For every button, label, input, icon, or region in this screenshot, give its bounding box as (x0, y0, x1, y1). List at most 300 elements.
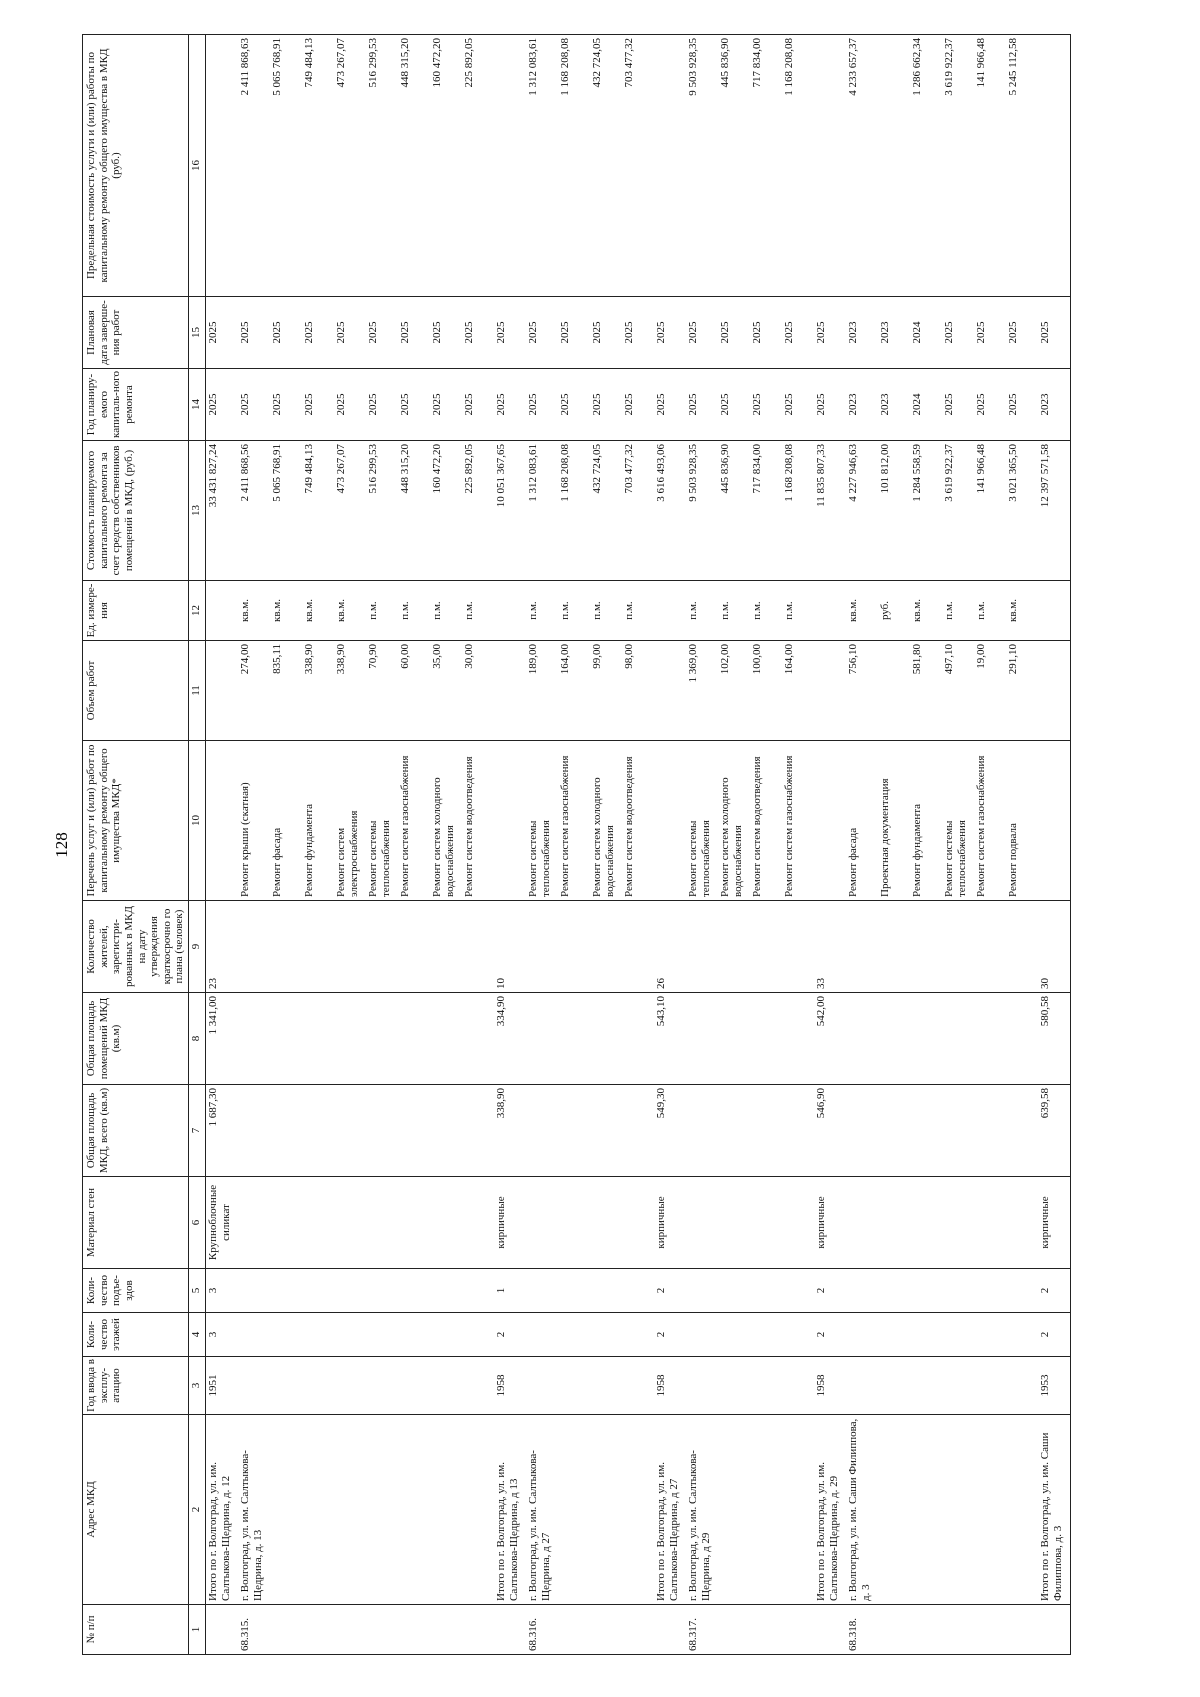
table-cell (846, 1085, 878, 1177)
table-cell: 164,00 (782, 641, 814, 741)
table-cell: г. Волгоград, ул. им. Салтыкова-Щедрина, д 27 (526, 1415, 558, 1605)
table-cell (334, 1269, 366, 1313)
table-cell: 432 724,05 (590, 35, 622, 297)
table-cell: 1 168 208,08 (558, 35, 590, 297)
table-cell (558, 1415, 590, 1605)
table-cell: кв.м. (1006, 581, 1038, 641)
table-cell (238, 1177, 270, 1269)
column-number-5: 5 (189, 1269, 206, 1313)
table-cell: 473 267,07 (334, 35, 366, 297)
table-cell: 2025 (334, 297, 366, 369)
table-cell (686, 1085, 718, 1177)
table-header (83, 35, 206, 1655)
table-cell: 580,58 (1038, 993, 1071, 1085)
table-cell (750, 1177, 782, 1269)
table-row (398, 35, 430, 1655)
table-cell (398, 901, 430, 993)
table-cell: кирпичные (494, 1177, 526, 1269)
table-row (462, 35, 494, 1655)
table-cell (942, 1415, 974, 1605)
table-cell (846, 1177, 878, 1269)
table-cell: 2025 (686, 297, 718, 369)
table-cell (398, 1357, 430, 1415)
table-cell: 2025 (462, 369, 494, 441)
table-cell: 141 966,48 (974, 35, 1006, 297)
table-cell: 2025 (814, 369, 846, 441)
table-cell (462, 1177, 494, 1269)
table-cell: Проектная документация (878, 741, 910, 901)
table-cell: Крупноблочные силикат (206, 1177, 239, 1269)
table-cell: 1 369,00 (686, 641, 718, 741)
table-cell (270, 1357, 302, 1415)
column-header-6: Материал стен (83, 1177, 189, 1269)
table-cell (942, 901, 974, 993)
table-cell (622, 1177, 654, 1269)
table-cell: Ремонт систем газоснабжения (974, 741, 1006, 901)
table-cell (494, 35, 526, 297)
table-cell: кирпичные (814, 1177, 846, 1269)
table-cell (750, 1269, 782, 1313)
table-row (238, 35, 270, 1655)
table-cell: 2 (654, 1313, 686, 1357)
table-cell (718, 1085, 750, 1177)
table-cell (846, 993, 878, 1085)
table-cell: 717 834,00 (750, 441, 782, 581)
table-cell: 448 315,20 (398, 35, 430, 297)
table-cell (462, 1085, 494, 1177)
table-cell (974, 993, 1006, 1085)
table-cell (238, 901, 270, 993)
table-cell (462, 1313, 494, 1357)
table-cell: 1953 (1038, 1357, 1071, 1415)
table-cell (910, 1269, 942, 1313)
table-cell: Ремонт системы теплоснабжения (686, 741, 718, 901)
table-cell: 2025 (974, 369, 1006, 441)
table-cell: 2024 (910, 297, 942, 369)
table-cell (750, 1085, 782, 1177)
table-row (366, 35, 398, 1655)
table-cell (1006, 1177, 1038, 1269)
table-cell: 2025 (1006, 369, 1038, 441)
table-cell (910, 1415, 942, 1605)
table-cell (590, 1177, 622, 1269)
table-cell (558, 1085, 590, 1177)
table-cell: 2025 (654, 297, 686, 369)
table-cell: 639,58 (1038, 1085, 1071, 1177)
table-cell (398, 1085, 430, 1177)
table-cell: 10 051 367,65 (494, 441, 526, 581)
table-cell (462, 1269, 494, 1313)
table-cell: 2023 (846, 297, 878, 369)
table-cell: 1 687,30 (206, 1085, 239, 1177)
table-cell: 33 (814, 901, 846, 993)
table-cell (622, 1313, 654, 1357)
table-cell: 60,00 (398, 641, 430, 741)
table-cell: 338,90 (494, 1085, 526, 1177)
table-cell: 68.317. (686, 1605, 718, 1655)
table-cell: 749 484,13 (302, 441, 334, 581)
table-cell: Ремонт систем электроснабжения (334, 741, 366, 901)
table-cell (878, 1357, 910, 1415)
table-cell: 1 341,00 (206, 993, 239, 1085)
table-cell (1006, 901, 1038, 993)
table-cell (878, 1085, 910, 1177)
table-cell (302, 1313, 334, 1357)
table-row (814, 35, 846, 1655)
table-cell: Ремонт фундамента (302, 741, 334, 901)
table-cell: 2025 (270, 297, 302, 369)
table-cell (974, 1085, 1006, 1177)
table-cell: 5 245 112,58 (1006, 35, 1038, 297)
table-cell: 2025 (526, 297, 558, 369)
table-cell (910, 1357, 942, 1415)
table-cell (878, 35, 910, 297)
table-cell (430, 1313, 462, 1357)
table-cell: 338,90 (334, 641, 366, 741)
table-cell: 2025 (494, 297, 526, 369)
table-cell: 160 472,20 (430, 441, 462, 581)
table-cell (814, 581, 846, 641)
table-cell (622, 993, 654, 1085)
table-cell (270, 1085, 302, 1177)
table-cell (782, 1085, 814, 1177)
table-cell (910, 993, 942, 1085)
table-cell: 2025 (366, 369, 398, 441)
table-row (494, 35, 526, 1655)
table-cell (590, 1269, 622, 1313)
table-cell (430, 901, 462, 993)
table-cell (1038, 1605, 1071, 1655)
table-cell: Ремонт крыши (скатная) (238, 741, 270, 901)
column-number-row (189, 35, 206, 1655)
table-cell: 2023 (846, 369, 878, 441)
table-cell (878, 901, 910, 993)
table-cell: 3 (206, 1313, 239, 1357)
table-cell: 497,10 (942, 641, 974, 741)
table-cell: 102,00 (718, 641, 750, 741)
table-cell: 1958 (494, 1357, 526, 1415)
table-cell (782, 1605, 814, 1655)
table-cell (334, 1605, 366, 1655)
table-cell (430, 993, 462, 1085)
table-cell (942, 1605, 974, 1655)
table-cell (686, 1313, 718, 1357)
table-cell: Ремонт систем холодного водоснабжения (430, 741, 462, 901)
table-row (942, 35, 974, 1655)
table-cell (910, 1605, 942, 1655)
table-cell: 2025 (1006, 297, 1038, 369)
table-cell: 2023 (1038, 369, 1071, 441)
table-cell: п.м. (398, 581, 430, 641)
table-cell (270, 1177, 302, 1269)
table-cell (462, 993, 494, 1085)
table-cell: Ремонт фасада (270, 741, 302, 901)
table-cell (782, 1415, 814, 1605)
table-cell: 756,10 (846, 641, 878, 741)
table-cell: 164,00 (558, 641, 590, 741)
column-number-8: 8 (189, 993, 206, 1085)
table-cell: 2025 (206, 297, 239, 369)
table-cell: 1 284 558,59 (910, 441, 942, 581)
table-cell: 2025 (654, 369, 686, 441)
table-cell (302, 1085, 334, 1177)
column-header-11: Объем работ (83, 641, 189, 741)
table-cell (878, 1177, 910, 1269)
table-cell: 9 503 928,35 (686, 35, 718, 297)
table-cell (302, 901, 334, 993)
table-cell: Ремонт систем газоснабжения (782, 741, 814, 901)
table-cell (590, 901, 622, 993)
table-row (1038, 35, 1071, 1655)
table-cell (1006, 993, 1038, 1085)
table-cell: кв.м. (270, 581, 302, 641)
table-row (718, 35, 750, 1655)
table-cell (590, 1605, 622, 1655)
table-cell: Ремонт системы теплоснабжения (366, 741, 398, 901)
table-row (206, 35, 239, 1655)
table-cell (398, 993, 430, 1085)
table-cell (366, 1415, 398, 1605)
table-cell (270, 993, 302, 1085)
table-cell: 33 431 827,24 (206, 441, 239, 581)
table-cell: 99,00 (590, 641, 622, 741)
table-cell: 338,90 (302, 641, 334, 741)
table-cell (782, 993, 814, 1085)
table-cell (1038, 35, 1071, 297)
table-cell: руб. (878, 581, 910, 641)
table-row (430, 35, 462, 1655)
table-cell (302, 1269, 334, 1313)
table-row (846, 35, 878, 1655)
table-cell (302, 1357, 334, 1415)
table-cell: 2025 (430, 297, 462, 369)
table-cell (718, 1415, 750, 1605)
table-cell: 2025 (238, 369, 270, 441)
table-cell (974, 901, 1006, 993)
table-cell: Ремонт систем водоотведения (750, 741, 782, 901)
table-cell: 70,90 (366, 641, 398, 741)
table-cell: 516 299,53 (366, 441, 398, 581)
table-row (270, 35, 302, 1655)
table-cell: 12 397 571,58 (1038, 441, 1071, 581)
table-cell: 2 (1038, 1269, 1071, 1313)
table-cell: 2025 (686, 369, 718, 441)
table-cell: 2025 (942, 297, 974, 369)
column-number-14: 14 (189, 369, 206, 441)
table-cell (878, 1605, 910, 1655)
table-cell: 2 (814, 1269, 846, 1313)
table-cell (366, 1605, 398, 1655)
table-cell: 160 472,20 (430, 35, 462, 297)
table-cell (334, 1177, 366, 1269)
table-cell (622, 901, 654, 993)
table-row (750, 35, 782, 1655)
table-cell: Итого по г. Волгоград, ул. им. Саши Филиппова, д. 3 (1038, 1415, 1071, 1605)
table-cell: Ремонт систем газоснабжения (398, 741, 430, 901)
table-cell (206, 581, 239, 641)
table-cell: 2025 (622, 369, 654, 441)
table-cell: 3 021 365,50 (1006, 441, 1038, 581)
table-cell: 10 (494, 901, 526, 993)
table-cell (398, 1415, 430, 1605)
table-cell: 1 312 083,61 (526, 441, 558, 581)
column-header-16: Предельная стоимость услуги и (или) работы по капитальному ремонту общего имущества в МКД (руб.) (83, 35, 189, 297)
table-cell (366, 901, 398, 993)
table-cell (590, 1085, 622, 1177)
table-row (686, 35, 718, 1655)
table-cell: 98,00 (622, 641, 654, 741)
table-cell: г. Волгоград, ул. им. Салтыкова-Щедрина, д. 13 (238, 1415, 270, 1605)
table-cell (910, 1177, 942, 1269)
table-cell: 9 503 928,35 (686, 441, 718, 581)
table-cell (718, 901, 750, 993)
table-cell (846, 1357, 878, 1415)
table-cell: п.м. (750, 581, 782, 641)
table-cell (302, 1605, 334, 1655)
table-cell: п.м. (462, 581, 494, 641)
table-cell (206, 1605, 239, 1655)
table-cell: Итого по г. Волгоград, ул. им. Салтыкова-Щедрина, д. 12 (206, 1415, 239, 1605)
table-cell (462, 1605, 494, 1655)
table-cell (526, 1357, 558, 1415)
table-cell (238, 1313, 270, 1357)
table-cell (334, 1357, 366, 1415)
table-cell (974, 1415, 1006, 1605)
column-header-7: Общая площадь МКД, всего (кв.м) (83, 1085, 189, 1177)
table-cell (846, 1269, 878, 1313)
table-cell (270, 1415, 302, 1605)
table-cell: 2025 (750, 297, 782, 369)
table-cell: 2025 (782, 297, 814, 369)
table-cell (430, 1415, 462, 1605)
table-cell (206, 35, 239, 297)
table-cell (334, 1085, 366, 1177)
table-cell (750, 1605, 782, 1655)
table-cell: п.м. (686, 581, 718, 641)
table-cell: 2 (1038, 1313, 1071, 1357)
table-cell (1006, 1605, 1038, 1655)
table-cell: 2025 (942, 369, 974, 441)
table-cell: г. Волгоград, ул. им. Саши Филиппова, д. 3 (846, 1415, 878, 1605)
table-cell (1006, 1357, 1038, 1415)
table-cell (462, 1357, 494, 1415)
table-cell: 100,00 (750, 641, 782, 741)
table-cell (590, 1357, 622, 1415)
table-cell (622, 1085, 654, 1177)
table-cell (302, 1177, 334, 1269)
table-cell: кв.м. (302, 581, 334, 641)
table-cell: кв.м. (846, 581, 878, 641)
table-cell: 4 227 946,63 (846, 441, 878, 581)
table-cell (302, 993, 334, 1085)
table-cell (494, 641, 526, 741)
table-cell (590, 1415, 622, 1605)
table-cell: Ремонт подвала (1006, 741, 1038, 901)
table-cell: 546,90 (814, 1085, 846, 1177)
table-cell: Ремонт систем холодного водоснабжения (590, 741, 622, 901)
table-cell: 1 168 208,08 (782, 441, 814, 581)
table-row (1006, 35, 1038, 1655)
table-cell (718, 1357, 750, 1415)
table-cell (942, 1357, 974, 1415)
table-cell (366, 993, 398, 1085)
table-cell: 2025 (366, 297, 398, 369)
column-header-2: Адрес МКД (83, 1415, 189, 1605)
table-cell (654, 1605, 686, 1655)
table-cell: 2025 (974, 297, 1006, 369)
table-cell (654, 741, 686, 901)
table-cell (622, 1269, 654, 1313)
table-cell: 225 892,05 (462, 441, 494, 581)
table-cell (782, 1313, 814, 1357)
table-cell (622, 1605, 654, 1655)
table-row (526, 35, 558, 1655)
table-cell (558, 901, 590, 993)
table-cell: 2025 (718, 297, 750, 369)
table-cell: 2 (494, 1313, 526, 1357)
table-cell: 2025 (526, 369, 558, 441)
table-cell: 2025 (270, 369, 302, 441)
column-header-15: Плановая дата заверше-ния работ (83, 297, 189, 369)
column-number-4: 4 (189, 1313, 206, 1357)
table-body (206, 35, 1071, 1655)
table-cell: 4 233 657,37 (846, 35, 878, 297)
table-cell: 68.315. (238, 1605, 270, 1655)
table-cell: 2 (654, 1269, 686, 1313)
column-number-7: 7 (189, 1085, 206, 1177)
header-row (83, 35, 189, 1655)
table-cell (846, 901, 878, 993)
table-cell (270, 1605, 302, 1655)
column-number-1: 1 (189, 1605, 206, 1655)
table-cell: 2025 (718, 369, 750, 441)
column-header-5: Коли-чество подъе-здов (83, 1269, 189, 1313)
table-cell: п.м. (558, 581, 590, 641)
table-cell: 516 299,53 (366, 35, 398, 297)
page-number: 128 (52, 832, 71, 858)
table-cell: п.м. (366, 581, 398, 641)
table-cell: 23 (206, 901, 239, 993)
table-cell: 2025 (1038, 297, 1071, 369)
table-cell: 274,00 (238, 641, 270, 741)
table-cell: п.м. (942, 581, 974, 641)
table-cell: 1 168 208,08 (782, 35, 814, 297)
table-cell (366, 1177, 398, 1269)
table-cell: Ремонт систем холодного водоснабжения (718, 741, 750, 901)
table-cell: 11 835 807,33 (814, 441, 846, 581)
table-cell (558, 1357, 590, 1415)
table-cell: п.м. (974, 581, 1006, 641)
table-cell: 68.316. (526, 1605, 558, 1655)
table-cell (718, 1605, 750, 1655)
table-cell: 2025 (814, 297, 846, 369)
table-cell: 2025 (590, 369, 622, 441)
table-cell (302, 1415, 334, 1605)
table-cell: 542,00 (814, 993, 846, 1085)
table-cell (878, 1415, 910, 1605)
table-cell: 1951 (206, 1357, 239, 1415)
table-cell (974, 1313, 1006, 1357)
table-cell (686, 1177, 718, 1269)
table-cell: 2 (814, 1313, 846, 1357)
table-cell: 703 477,32 (622, 441, 654, 581)
table-cell (526, 1269, 558, 1313)
table-cell (942, 1177, 974, 1269)
table-cell (622, 1415, 654, 1605)
table-cell (206, 641, 239, 741)
table-cell: 225 892,05 (462, 35, 494, 297)
table-cell: 3 619 922,37 (942, 441, 974, 581)
